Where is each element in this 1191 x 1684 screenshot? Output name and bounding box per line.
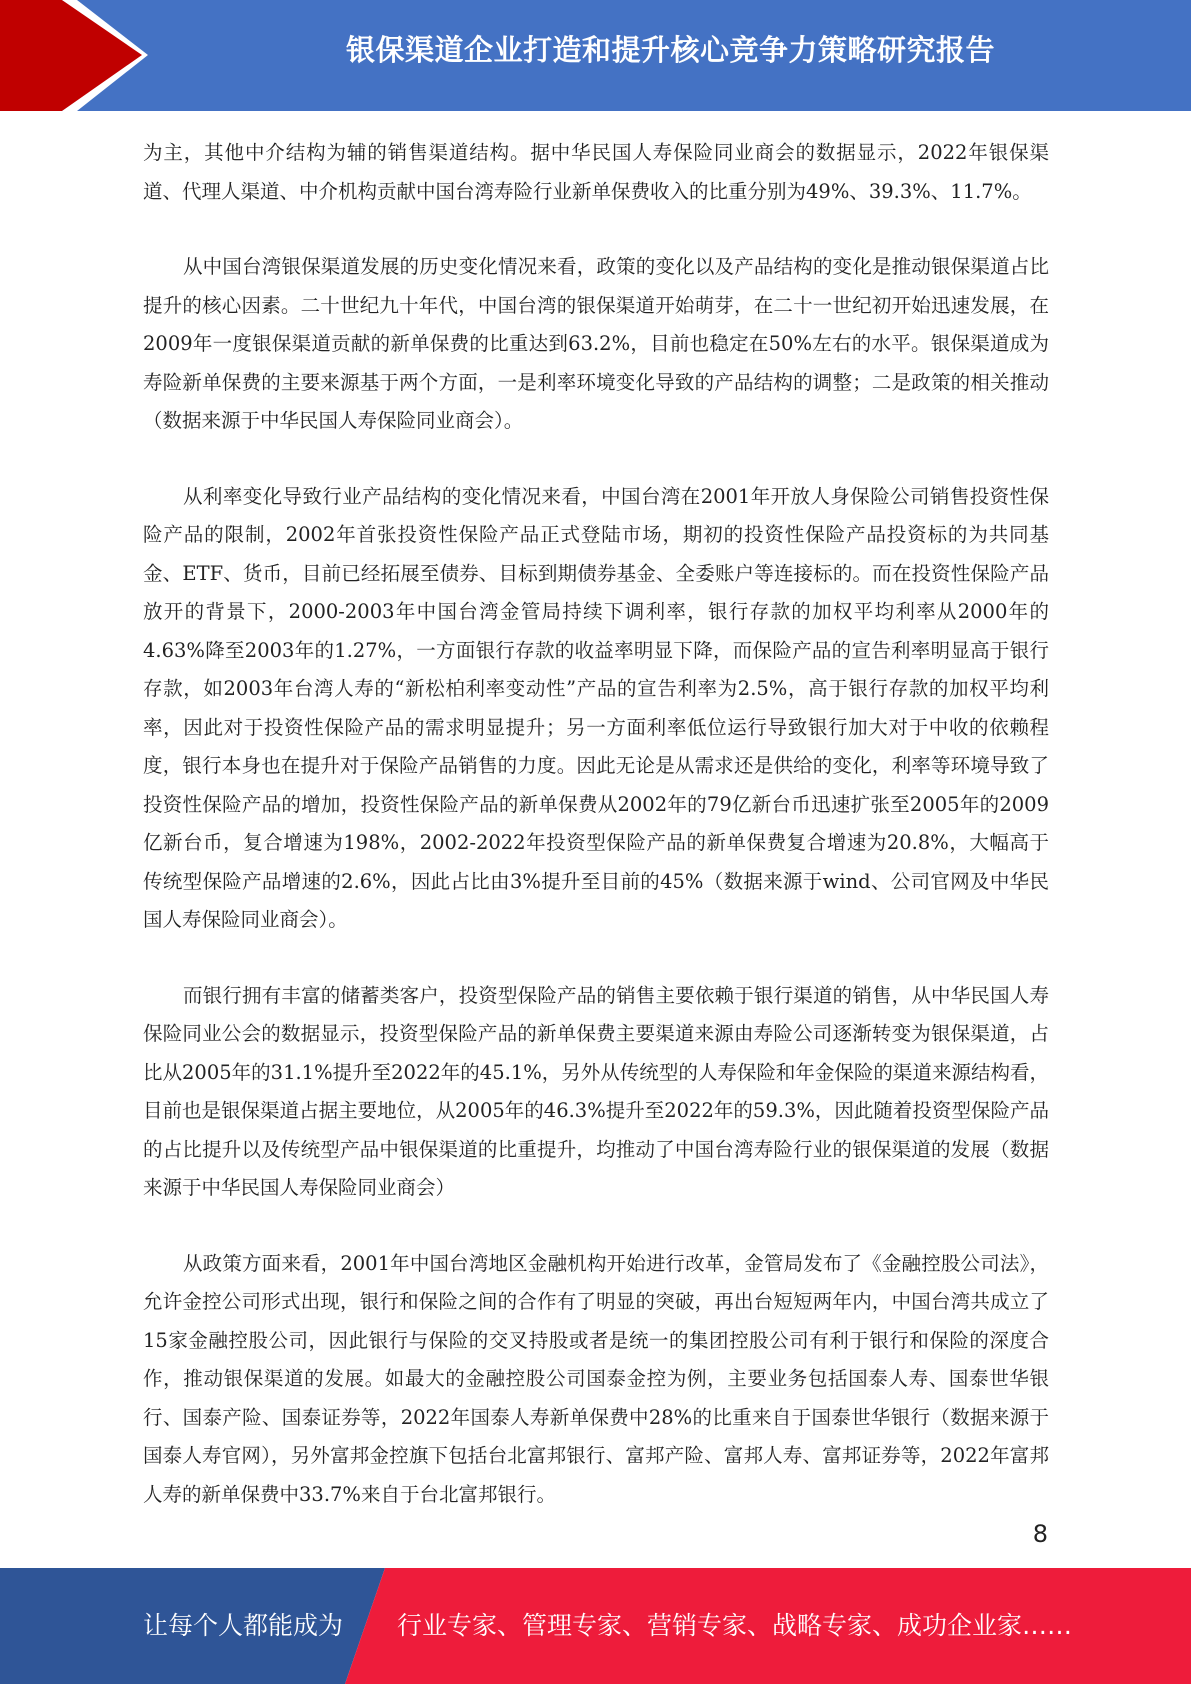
header-red-block [0, 0, 148, 111]
footer-slogan-left: 让每个人都能成为 [143, 1611, 344, 1640]
footer-slogan-right: 行业专家、管理专家、营销专家、战略专家、成功企业家…… [397, 1611, 1073, 1640]
paragraph-3: 从利率变化导致行业产品结构的变化情况来看，中国台湾在2001年开放人身保险公司销售投资性保险产品的限制，2002年首张投资性保险产品正式登陆市场，期初的投资性保险产品投资标的为共同基金、ETF、货币，目前已经拓展至债券、目标到期债券基金、全委账户等连接标的。而在投资性保险产品放开的背景下，2000-2003年中国台湾金管局持续下调利率，银行存款的加权平均利率从2000年的4.63%降至2003年的1.27%，一方面银行存款的收益率明显下降，而保险产品的宣告利率明显高于银行存款，如2003年台湾人寿的“新松柏利率变动性”产品的宣告利率为2.5%，高于银行存款的加权平均利率，因此对于投资性保险产品的需求明显提升；另一方面利率低位运行导致银行加大对于中收的依赖程度，银行本身也在提升对于保险产品销售的力度。因此无论是从需求还是供给的变化，利率等环境导致了投资性保险产品的增加，投资性保险产品的新单保费从2002年的79亿新台币迅速扩张至2005年的2009亿新台币，复合增速为198%，2002-2022年投资型保险产品的新单保费复合增速为20.8%，大幅高于传统型保险产品增速的2.6%，因此占比由3%提升至目前的45%（数据来源于wind、公司官网及中华民国人寿保险同业商会）。 [143, 484, 1049, 931]
report-body [143, 134, 1049, 1551]
paragraph-1: 为主，其他中介结构为辅的销售渠道结构。据中华民国人寿保险同业商会的数据显示，2022年银保渠道、代理人渠道、中介机构贡献中国台湾寿险行业新单保费收入的比重分别为49%、39.3%、11.7%。 [143, 141, 1049, 203]
page-footer [0, 1568, 1191, 1684]
header-chevron-decoration [0, 0, 160, 111]
paragraph-4: 而银行拥有丰富的储蓄类客户，投资型保险产品的销售主要依赖于银行渠道的销售，从中华民国人寿保险同业公会的数据显示，投资型保险产品的新单保费主要渠道来源由寿险公司逐渐转变为银保渠道，占比从2005年的31.1%提升至2022年的45.1%，另外从传统型的人寿保险和年金保险的渠道来源结构看，目前也是银保渠道占据主要地位，从2005年的46.3%提升至2022年的59.3%，因此随着投资型保险产品的占比提升以及传统型产品中银保渠道的比重提升，均推动了中国台湾寿险行业的银保渠道的发展（数据来源于中华民国人寿保险同业商会） [143, 983, 1049, 1199]
paragraph-5: 从政策方面来看，2001年中国台湾地区金融机构开始进行改革，金管局发布了《金融控股公司法》，允许金控公司形式出现，银行和保险之间的合作有了明显的突破，再出台短短两年内，中国台湾共成立了15家金融控股公司，因此银行与保险的交叉持股或者是统一的集团控股公司有利于银行和保险的深度合作，推动银保渠道的发展。如最大的金融控股公司国泰金控为例，主要业务包括国泰人寿、国泰世华银行、国泰产险、国泰证券等，2022年国泰人寿新单保费中28%的比重来自于国泰世华银行（数据来源于国泰人寿官网），另外富邦金控旗下包括台北富邦银行、富邦产险、富邦人寿、富邦证券等，2022年富邦人寿的新单保费中33.7%来自于台北富邦银行。 [143, 1251, 1049, 1506]
page-number: 8 [1032, 1520, 1048, 1548]
page-header [0, 0, 1191, 111]
paragraph-2: 从中国台湾银保渠道发展的历史变化情况来看，政策的变化以及产品结构的变化是推动银保渠道占比提升的核心因素。二十世纪九十年代，中国台湾的银保渠道开始萌芽，在二十一世纪初开始迅速发展，在2009年一度银保渠道贡献的新单保费的比重达到63.2%，目前也稳定在50%左右的水平。银保渠道成为寿险新单保费的主要来源基于两个方面，一是利率环境变化导致的产品结构的调整；二是政策的相关推动（数据来源于中华民国人寿保险同业商会）。 [143, 255, 1049, 432]
report-title: 银保渠道企业打造和提升核心竞争力策略研究报告 [345, 33, 995, 67]
